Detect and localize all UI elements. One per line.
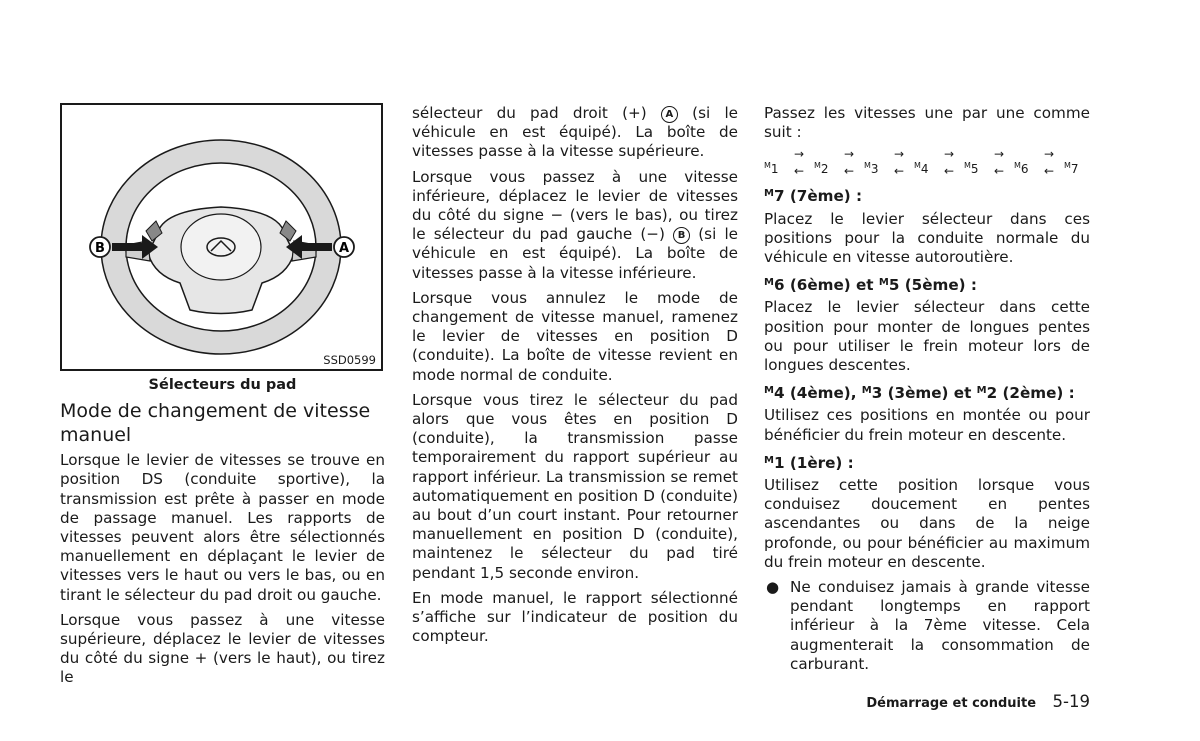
paragraph: Lorsque le levier de vitesses se trouve en position DS (conduite sportive), la transmission est prête à passer en mode de passage manuel. Les rapports de vitesses peuvent alors être sélectionnés manuellement en déplaçant le levier de vitesses vers le haut ou vers le bas, ou en tirant le sélecteur du pad droit ou gauche. bbox=[60, 451, 385, 604]
figure-code: SSD0599 bbox=[323, 353, 376, 367]
warning-bullet: ● Ne conduisez jamais à grande vitesse pendant longtemps en rapport inférieur à la 7ème vitesse. Cela augmenterait la consommation de carburant. bbox=[766, 578, 1090, 673]
gear-item: $^M$5 bbox=[964, 161, 979, 177]
paragraph: Placez le levier sélecteur dans cette position pour monter de longues pentes ou pour utiliser le frein moteur lors de longues descentes. bbox=[764, 298, 1090, 375]
callout-b: B bbox=[95, 241, 105, 256]
page-number: 5-19 bbox=[1052, 692, 1090, 711]
paragraph: Placez le levier sélecteur dans ces positions pour la conduite normale du véhicule en vitesse autoroutière. bbox=[764, 209, 1090, 267]
paragraph: sélecteur du pad droit (+) A (si le véhicule en est équipé). La boîte de vitesses passe à la vitesse supérieure. bbox=[412, 104, 739, 161]
arrow-up-icon: → bbox=[794, 147, 805, 162]
callout-b-mark: B bbox=[673, 227, 690, 244]
column-3 bbox=[764, 104, 1090, 674]
arrow-up-icon: → bbox=[1044, 147, 1055, 162]
gear-item: $^M$3 bbox=[864, 161, 879, 177]
paragraph: Passez les vitesses une par une comme suit : bbox=[764, 104, 1090, 142]
arrow-down-icon: ← bbox=[1044, 164, 1055, 179]
figure-caption: Sélecteurs du pad bbox=[148, 377, 297, 393]
paragraph: Lorsque vous passez à une vitesse inférieure, déplacez le levier de vitesses du côté du signe − (vers le bas), ou tirez le sélecteur du pad gauche (−) B (si le véhicule en est équipé). La boîte de vitesses passe à la vitesse inférieure. bbox=[412, 167, 739, 282]
paragraph: Utilisez ces positions en montée ou pour bénéficier du frein moteur en descente. bbox=[764, 406, 1090, 444]
paragraph: Lorsque vous passez à une vitesse supérieure, déplacez le levier de vitesses du côté du signe + (vers le haut), ou tirez le bbox=[60, 610, 385, 687]
column-1 bbox=[60, 103, 385, 694]
footer-section: Démarrage et conduite bbox=[866, 696, 1037, 711]
subheading-1: $^M$1 (1ère) : bbox=[764, 453, 854, 472]
paragraph: Utilisez cette position lorsque vous conduisez doucement en pentes ascendantes ou dans de la neige profonde, ou pour bénéficier au maximum du frein moteur en descente. bbox=[764, 476, 1090, 571]
subheading-6-5: $^M$6 (6ème) et $^M$5 (5ème) : bbox=[764, 276, 977, 295]
steering-wheel-illustration bbox=[62, 105, 381, 369]
arrow-down-icon: ← bbox=[894, 164, 905, 179]
column-2 bbox=[412, 104, 738, 652]
gear-item: $^M$2 bbox=[814, 161, 829, 177]
gear-sequence bbox=[764, 148, 1090, 178]
page-footer bbox=[866, 692, 1090, 711]
bullet-icon: ● bbox=[766, 578, 780, 597]
arrow-down-icon: ← bbox=[944, 164, 955, 179]
arrow-down-icon: ← bbox=[844, 164, 855, 179]
section-title: Mode de changement de vitesse manuel bbox=[60, 400, 371, 447]
arrow-down-icon: ← bbox=[794, 164, 805, 179]
steering-wheel-figure bbox=[60, 103, 383, 371]
gear-item: $^M$1 bbox=[764, 161, 779, 177]
gear-item: $^M$4 bbox=[914, 161, 929, 177]
subheading-7: $^M$7 (7ème) : bbox=[764, 187, 863, 206]
callout-a-mark: A bbox=[661, 106, 678, 123]
paragraph: Lorsque vous annulez le mode de changement de vitesse manuel, ramenez le levier de vitesses en position D (conduite). La boîte de vitesse revient en mode normal de conduite. bbox=[412, 288, 738, 384]
arrow-up-icon: → bbox=[994, 147, 1005, 162]
arrow-down-icon: ← bbox=[994, 164, 1005, 179]
arrow-up-icon: → bbox=[844, 147, 855, 162]
paragraph: En mode manuel, le rapport sélectionné s’affiche sur l’indicateur de position du compteur. bbox=[412, 588, 738, 646]
gear-item: $^M$7 bbox=[1064, 161, 1079, 177]
gear-item: $^M$6 bbox=[1014, 161, 1029, 177]
callout-a: A bbox=[338, 241, 350, 256]
arrow-up-icon: → bbox=[944, 147, 955, 162]
arrow-up-icon: → bbox=[894, 147, 905, 162]
subheading-4-3-2: $^M$4 (4ème), $^M$3 (3ème) et $^M$2 (2ème) : bbox=[764, 384, 1075, 403]
paragraph: Lorsque vous tirez le sélecteur du pad alors que vous êtes en position D (conduite), la transmission passe temporairement du rapport supérieur au rapport inférieur. La transmission se remet automatiquement en position D (conduite) au bout d’un court instant. Pour retourner manuellement en position D (conduite), maintenez le sélecteur du pad tiré pendant 1,5 seconde environ. bbox=[412, 390, 738, 582]
